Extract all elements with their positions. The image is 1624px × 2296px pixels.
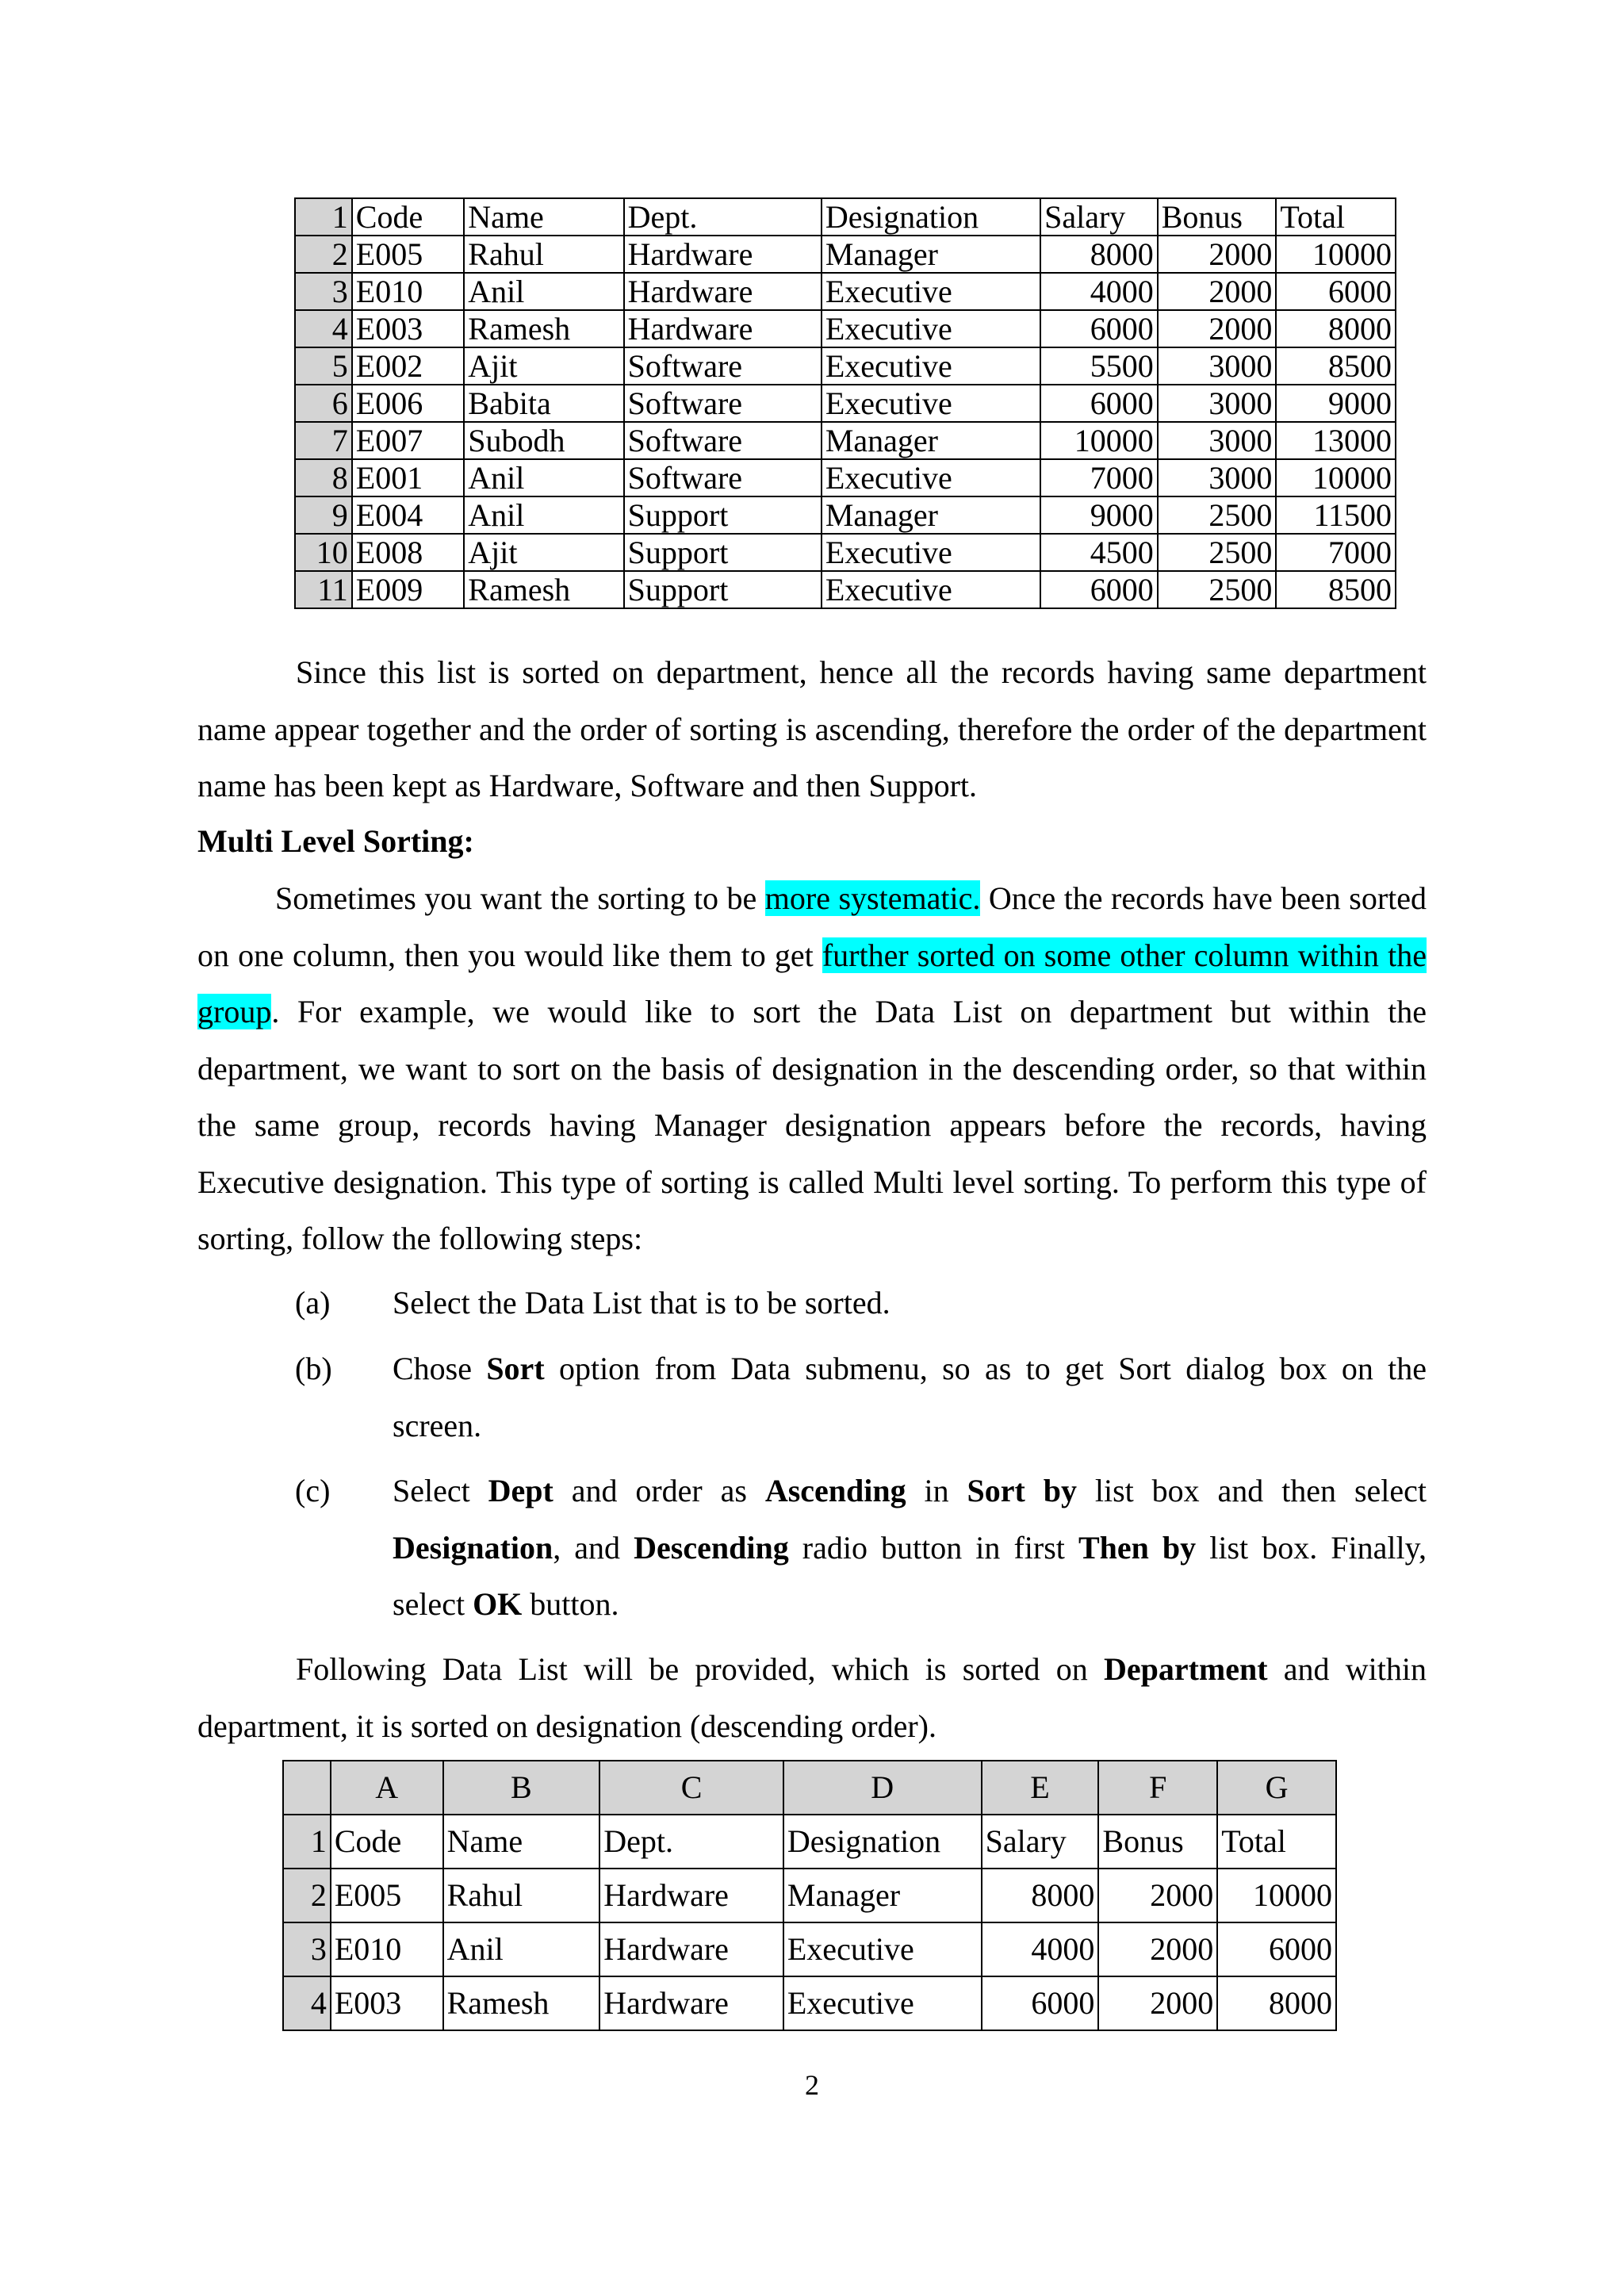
table-cell: Support	[624, 534, 822, 571]
row-number-cell: 3	[283, 1922, 331, 1976]
table-row	[295, 496, 1396, 534]
table-cell: E004	[352, 496, 465, 534]
table-cell: Software	[624, 385, 822, 422]
table-cell: E002	[352, 347, 465, 385]
table-cell: Executive	[822, 273, 1040, 310]
table-cell: E008	[352, 534, 465, 571]
table-cell: Designation	[783, 1815, 982, 1869]
table-cell: 3000	[1158, 459, 1277, 496]
table-cell: 3000	[1158, 347, 1277, 385]
table-row	[295, 236, 1396, 273]
table-cell: Support	[624, 496, 822, 534]
column-letter-cell	[283, 1761, 331, 1815]
table-cell: Dept.	[599, 1815, 783, 1869]
row-number-cell: 6	[295, 385, 352, 422]
paragraph-sort-explanation: Since this list is sorted on department, hence all the records having same department name appear together and the order of sorting is ascending, therefore the order of the department name has been kept as Hardware, Software and then Support.	[197, 654, 1427, 803]
table-cell: Support	[624, 571, 822, 608]
table-row	[295, 422, 1396, 459]
table-cell: Executive	[822, 534, 1040, 571]
column-letter-cell: D	[783, 1761, 982, 1815]
table-cell: Ramesh	[464, 310, 623, 347]
spreadsheet-table-sorted-by-dept	[294, 197, 1396, 609]
table-cell: E001	[352, 459, 465, 496]
step-b-label: (b)	[295, 1351, 332, 1386]
table-cell: 13000	[1276, 422, 1396, 459]
table-cell: 6000	[1217, 1922, 1336, 1976]
row-number-cell: 3	[295, 273, 352, 310]
table-cell: 10000	[1276, 236, 1396, 273]
table-cell: Name	[443, 1815, 600, 1869]
step-a-label: (a)	[295, 1285, 331, 1320]
spreadsheet-table-multi-level	[282, 1760, 1337, 2031]
table-cell: 6000	[1040, 385, 1158, 422]
page-number: 2	[805, 2069, 819, 2101]
table-cell: 7000	[1040, 459, 1158, 496]
step-a-text: Select the Data List that is to be sorted.	[393, 1285, 891, 1320]
row-number-cell: 11	[295, 571, 352, 608]
row-number-cell: 8	[295, 459, 352, 496]
table-cell: 2500	[1158, 496, 1277, 534]
row-number-cell: 7	[295, 422, 352, 459]
table-row	[295, 347, 1396, 385]
table-cell: 10000	[1040, 422, 1158, 459]
table-cell: E005	[331, 1869, 443, 1922]
table-cell: Salary	[1040, 198, 1158, 236]
step-c-text: Select Dept and order as Ascending in Sort by list box and then select Designation, and Descending radio button in first Then by list box. Finally, select OK button.	[393, 1473, 1427, 1622]
table-cell: Executive	[822, 347, 1040, 385]
table-cell: 8000	[1040, 236, 1158, 273]
table-cell: Ramesh	[443, 1976, 600, 2030]
table-row	[295, 310, 1396, 347]
table-cell: Bonus	[1158, 198, 1277, 236]
table-cell: 6000	[1276, 273, 1396, 310]
table-cell: Manager	[783, 1869, 982, 1922]
paragraph-result-description: Following Data List will be provided, which is sorted on Department and within department, it is sorted on designation (descending order).	[197, 1651, 1427, 1744]
table-cell: 11500	[1276, 496, 1396, 534]
table-cell: Dept.	[624, 198, 822, 236]
table-cell: Manager	[822, 236, 1040, 273]
table-cell: 10000	[1217, 1869, 1336, 1922]
row-number-cell: 1	[283, 1815, 331, 1869]
table-cell: Hardware	[624, 310, 822, 347]
table-cell: E007	[352, 422, 465, 459]
row-number-cell: 4	[295, 310, 352, 347]
table-cell: Executive	[822, 310, 1040, 347]
section-heading: Multi Level Sorting:	[197, 823, 474, 859]
table-cell: Executive	[822, 571, 1040, 608]
table-cell: Executive	[783, 1922, 982, 1976]
table-cell: E003	[331, 1976, 443, 2030]
column-header-row	[283, 1761, 1336, 1815]
paragraph-multi-level-sorting: Sometimes you want the sorting to be more systematic. Once the records have been sorted on one column, then you would like them to get further sorted on some other column within the group. For example, we would like to sort the Data List on department but within the department, we want to sort on the basis of designation in the descending order, so that within the same group, records having Manager designation appears before the records, having Executive designation. This type of sorting is called Multi level sorting. To perform this type of sorting, follow the following steps:	[197, 880, 1427, 1256]
table-cell: 9000	[1276, 385, 1396, 422]
table-cell: 2000	[1158, 273, 1277, 310]
table-cell: 2500	[1158, 571, 1277, 608]
table-cell: 4500	[1040, 534, 1158, 571]
table-cell: Hardware	[624, 236, 822, 273]
table-cell: Designation	[822, 198, 1040, 236]
table-cell: Executive	[822, 459, 1040, 496]
table-cell: 2000	[1098, 1922, 1217, 1976]
table-cell: 8000	[982, 1869, 1099, 1922]
table-row	[295, 459, 1396, 496]
table-cell: Hardware	[599, 1869, 783, 1922]
table-cell: Hardware	[599, 1976, 783, 2030]
table-cell: Anil	[464, 459, 623, 496]
step-c-label: (c)	[295, 1473, 331, 1508]
table-cell: Software	[624, 459, 822, 496]
table-row	[283, 1976, 1336, 2030]
table-cell: 8500	[1276, 571, 1396, 608]
table-cell: Code	[352, 198, 465, 236]
highlight-more-systematic: more systematic.	[764, 880, 981, 916]
row-number-cell: 5	[295, 347, 352, 385]
table-cell: Anil	[464, 273, 623, 310]
table-cell: 4000	[982, 1922, 1099, 1976]
table-cell: Ajit	[464, 534, 623, 571]
table-cell: 8500	[1276, 347, 1396, 385]
table-cell: Anil	[443, 1922, 600, 1976]
table-cell: E010	[331, 1922, 443, 1976]
table-cell: Bonus	[1098, 1815, 1217, 1869]
step-b-text: Chose Sort option from Data submenu, so as to get Sort dialog box on the screen.	[393, 1351, 1427, 1443]
table-cell: E003	[352, 310, 465, 347]
table-cell: Code	[331, 1815, 443, 1869]
table-cell: 2000	[1158, 236, 1277, 273]
table-row	[295, 571, 1396, 608]
table-cell: E009	[352, 571, 465, 608]
table-cell: E006	[352, 385, 465, 422]
table-cell: 3000	[1158, 422, 1277, 459]
table-cell: Manager	[822, 422, 1040, 459]
column-letter-cell: E	[982, 1761, 1099, 1815]
row-number-cell: 4	[283, 1976, 331, 2030]
table-cell: 6000	[982, 1976, 1099, 2030]
table-cell: Software	[624, 347, 822, 385]
table-row	[295, 534, 1396, 571]
table-cell: 4000	[1040, 273, 1158, 310]
table-row	[283, 1869, 1336, 1922]
table-row	[295, 385, 1396, 422]
table-cell: 3000	[1158, 385, 1277, 422]
table-cell: Manager	[822, 496, 1040, 534]
table-cell: Executive	[783, 1976, 982, 2030]
table-cell: Total	[1276, 198, 1396, 236]
highlight-further-sorted: further sorted on some other column within the group	[197, 937, 1427, 1029]
table-row	[295, 198, 1396, 236]
table-cell: 6000	[1040, 310, 1158, 347]
table-cell: Software	[624, 422, 822, 459]
table-cell: Rahul	[464, 236, 623, 273]
table-cell: Salary	[982, 1815, 1099, 1869]
row-number-cell: 2	[283, 1869, 331, 1922]
table-cell: Ramesh	[464, 571, 623, 608]
table-row	[295, 273, 1396, 310]
table-row	[283, 1815, 1336, 1869]
table-cell: Rahul	[443, 1869, 600, 1922]
row-number-cell: 9	[295, 496, 352, 534]
table-cell: 8000	[1276, 310, 1396, 347]
table-cell: 2500	[1158, 534, 1277, 571]
row-number-cell: 2	[295, 236, 352, 273]
table-cell: 10000	[1276, 459, 1396, 496]
table-cell: Hardware	[599, 1922, 783, 1976]
table-cell: Name	[464, 198, 623, 236]
table-cell: E010	[352, 273, 465, 310]
row-number-cell: 10	[295, 534, 352, 571]
column-letter-cell: G	[1217, 1761, 1336, 1815]
table-cell: 2000	[1158, 310, 1277, 347]
table-cell: Hardware	[624, 273, 822, 310]
table-cell: 6000	[1040, 571, 1158, 608]
table-cell: Total	[1217, 1815, 1336, 1869]
table-cell: 2000	[1098, 1976, 1217, 2030]
table-cell: Executive	[822, 385, 1040, 422]
table-cell: 8000	[1217, 1976, 1336, 2030]
table-cell: E005	[352, 236, 465, 273]
column-letter-cell: A	[331, 1761, 443, 1815]
table-cell: 9000	[1040, 496, 1158, 534]
row-number-cell: 1	[295, 198, 352, 236]
table-cell: Anil	[464, 496, 623, 534]
table-cell: 2000	[1098, 1869, 1217, 1922]
column-letter-cell: F	[1098, 1761, 1217, 1815]
column-letter-cell: B	[443, 1761, 600, 1815]
table-cell: 5500	[1040, 347, 1158, 385]
column-letter-cell: C	[599, 1761, 783, 1815]
table-cell: Ajit	[464, 347, 623, 385]
table-cell: 7000	[1276, 534, 1396, 571]
table-cell: Subodh	[464, 422, 623, 459]
table-cell: Babita	[464, 385, 623, 422]
table-row	[283, 1922, 1336, 1976]
